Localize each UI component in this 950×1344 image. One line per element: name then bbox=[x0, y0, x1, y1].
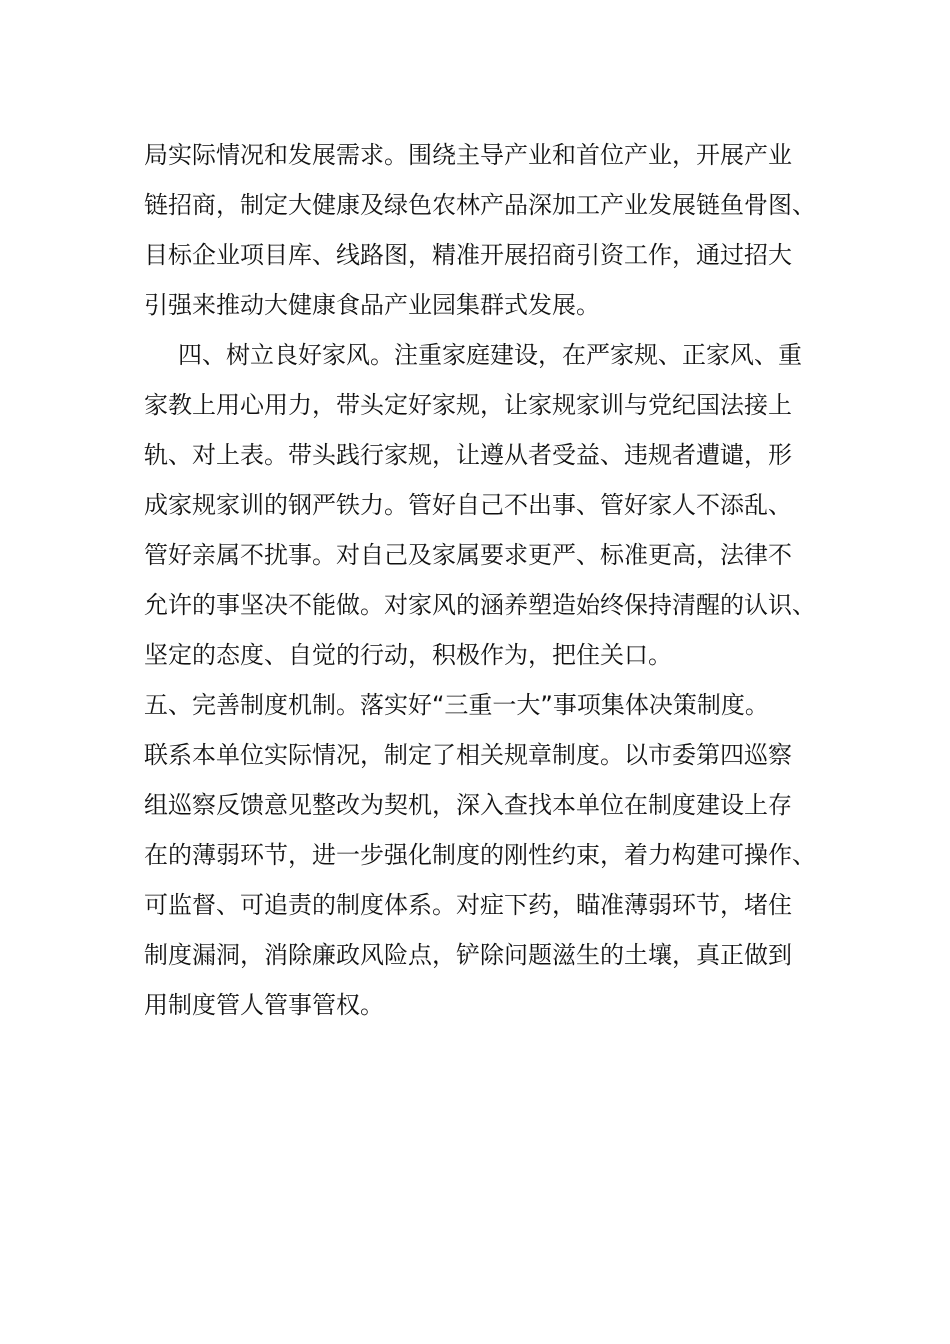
text-line: 管好亲属不扰事。对自己及家属要求更严、标准更高，法律不 bbox=[144, 541, 792, 569]
text-line: 家教上用心用力，带头定好家规，让家规家训与党纪国法接上 bbox=[144, 391, 792, 419]
text-line: 局实际情况和发展需求。围绕主导产业和首位产业，开展产业 bbox=[144, 141, 792, 169]
text-line: 可监督、可追责的制度体系。对症下药，瞄准薄弱环节，堵住 bbox=[144, 891, 792, 919]
text-line: 成家规家训的钢严铁力。管好自己不出事、管好家人不添乱、 bbox=[144, 491, 792, 519]
text-line: 用制度管人管事管权。 bbox=[144, 991, 384, 1019]
text-line: 目标企业项目库、线路图，精准开展招商引资工作，通过招大 bbox=[144, 241, 792, 269]
text-line: 引强来推动大健康食品产业园集群式发展。 bbox=[144, 291, 600, 319]
section-five-heading-line: 五、完善制度机制。落实好“三重一大”事项集体决策制度。 bbox=[144, 691, 769, 719]
text-line: 在的薄弱环节，进一步强化制度的刚性约束，着力构建可操作、 bbox=[144, 841, 816, 869]
text-line: 制度漏洞，消除廉政风险点，铲除问题滋生的土壤，真正做到 bbox=[144, 941, 792, 969]
body-text bbox=[144, 130, 824, 1030]
text-line: 坚定的态度、自觉的行动，积极作为，把住关口。 bbox=[144, 641, 672, 669]
text-line: 允许的事坚决不能做。对家风的涵养塑造始终保持清醒的认识、 bbox=[144, 591, 816, 619]
text-line: 轨、对上表。带头践行家规，让遵从者受益、违规者遭谴，形 bbox=[144, 441, 792, 469]
section-four-heading-line: 四、树立良好家风。注重家庭建设，在严家规、正家风、重 bbox=[178, 341, 802, 369]
text-line: 联系本单位实际情况，制定了相关规章制度。以市委第四巡察 bbox=[144, 741, 792, 769]
text-line: 组巡察反馈意见整改为契机，深入查找本单位在制度建设上存 bbox=[144, 791, 792, 819]
text-line: 链招商，制定大健康及绿色农林产品深加工产业发展链鱼骨图、 bbox=[144, 191, 816, 219]
